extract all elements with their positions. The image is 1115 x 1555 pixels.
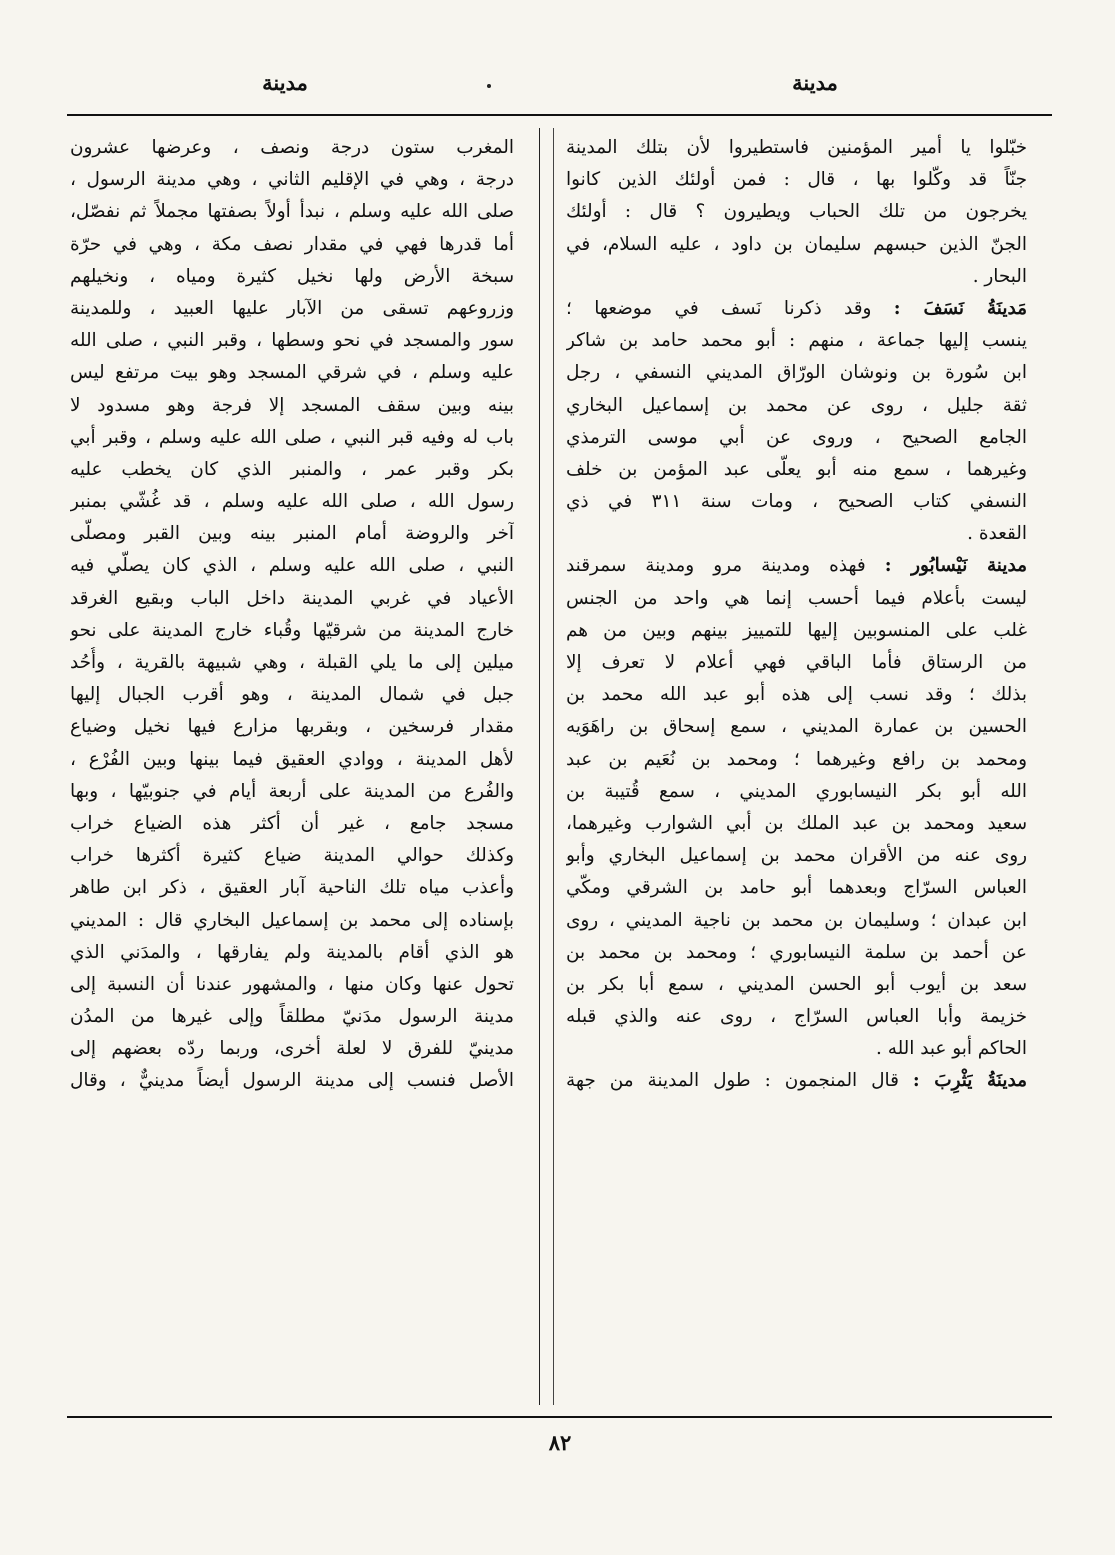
text-line: ابن سُورة بن ونوشان الورّاق المديني النسفي ، رجل	[566, 362, 1027, 384]
text-line: مدينيّ للفرق لا لعلة أخرى، وربما ردّه بعضهم إلى	[70, 1038, 514, 1060]
entry-text: وقد ذكرنا نَسف في موضعها ؛	[566, 297, 872, 319]
top-rule	[67, 114, 1052, 116]
text-line: عليه وسلم ، في شرقي المسجد وهو بيت مرتفع ليس	[70, 362, 514, 384]
text-line: الله أبو بكر النيسابوري المديني ، سمع قُتيبة بن	[566, 780, 1027, 802]
text-line: خبّلوا يا أمير المؤمنين فاستطيروا لأن بتلك المدينة	[566, 137, 1027, 158]
text-line: بذلك ؛ وقد نسب إلى هذه أبو عبد الله محمد بن	[566, 684, 1027, 706]
entry-text: قال المنجمون : طول المدينة من جهة	[566, 1070, 899, 1092]
entry-nasaf	[566, 293, 1027, 325]
text-line: هو الذي أقام بالمدينة ولم يفارقها ، والمدَني الذي	[70, 941, 514, 963]
page-number: ٨٢	[548, 1430, 572, 1455]
running-header-left: مدينة	[262, 70, 308, 95]
entry-heading: مدينَةُ يَثْرِبَ :	[912, 1070, 1027, 1092]
text-line: جنّاً قد وكّلوا بها ، قال : فمن أولئك الذين كانوا	[566, 169, 1027, 191]
text-line: عن أحمد بن سلمة النيسابوري ؛ ومحمد بن محمد بن	[566, 941, 1027, 963]
right-column	[566, 132, 1027, 1098]
text-line: سور والمسجد في نحو وسطها ، وقبر النبي ، صلى الله	[70, 330, 514, 352]
text-line: سبخة الأرض ولها نخيل كثيرة ومياه ، ونخيلهم	[70, 265, 514, 287]
text-line: وغيرهما ، سمع منه أبو يعلّى عبد المؤمن بن خلف	[566, 458, 1027, 480]
text-line: ثقة جليل ، روى عن محمد بن إسماعيل البخاري	[566, 394, 1027, 416]
text-line: يخرجون من تلك الحباب ويطيرون ؟ قال : أولئك	[566, 201, 1027, 223]
text-line: رسول الله ، صلى الله عليه وسلم ، قد غُشّي بمنبر	[70, 491, 514, 513]
text-line: النسفي كتاب الصحيح ، ومات سنة ٣١١ في ذي	[566, 491, 1027, 513]
text-line: أما قدرها فهي في مقدار نصف مكة ، وهي في حرّة	[70, 233, 514, 255]
text-line: ابن عبدان ؛ وسليمان بن محمد بن ناجية المديني ، روى	[566, 909, 1027, 931]
text-line: جبل في شمال المدينة ، وهو أقرب الجبال إليها	[70, 684, 514, 706]
text-line: ميلين إلى ما يلي القبلة ، وهي شبيهة بالقرية ، وأُحُد	[70, 652, 514, 673]
text-line: القعدة .	[967, 523, 1027, 545]
running-header-right: مدينة	[792, 70, 838, 95]
text-line: مسجد جامع ، غير أن أكثر هذه الضياع خراب	[70, 812, 514, 834]
text-line: وأعذب مياه تلك الناحية آبار العقيق ، ذكر ابن طاهر	[70, 877, 514, 899]
text-line: روى عنه من الأقران محمد بن إسماعيل البخاري وأبو	[566, 845, 1027, 867]
text-line: الجنّ الذين حبسهم سليمان بن داود ، عليه السلام، في	[566, 233, 1027, 255]
text-line: خزيمة وأبا العباس السرّاج ، روى عنه والذي قبله	[566, 1006, 1027, 1028]
text-line: البحار .	[972, 265, 1027, 287]
entry-heading: مدينة نَيْسابُور :	[884, 555, 1027, 577]
left-column	[70, 132, 514, 1098]
entry-naysabur	[566, 550, 1027, 582]
column-divider	[539, 128, 540, 1405]
text-line: الأصل فنسب إلى مدينة الرسول أيضاً مدينيٌّ ، وقال	[70, 1070, 514, 1092]
column-divider-inner	[553, 128, 554, 1405]
text-line: بكر وقبر عمر ، والمنبر الذي كان يخطب عليه	[70, 458, 514, 480]
bottom-rule	[67, 1416, 1052, 1418]
text-line: من الرستاق فأما الباقي فهي أعلام لا تعرف إلا	[566, 652, 1027, 673]
text-line: سعد بن أيوب أبو الحسن المديني ، سمع أبا بكر بن	[566, 973, 1027, 995]
text-line: خارج المدينة من شرقيّها وقُباء خارج المدينة على نحو	[70, 619, 514, 641]
entry-heading: مَدينَةُ نَسَفَ :	[893, 297, 1027, 319]
text-line: الجامع الصحيح ، وروى عن أبي موسى الترمذي	[566, 426, 1027, 448]
text-line: الأعياد في غربي المدينة داخل الباب وبقيع الغرقد	[70, 587, 514, 609]
text-line: بينه وبين سقف المسجد إلا فرجة وهو مسدود لا	[70, 394, 514, 416]
text-line: بإسناده إلى محمد بن إسماعيل البخاري قال : المديني	[70, 909, 514, 931]
text-line: غلب على المنسوبين إليها للتمييز بينهم وبين من هم	[566, 619, 1027, 641]
text-line: ينسب إليها جماعة ، منهم : أبو محمد حامد بن شاكر	[566, 330, 1027, 352]
text-line: ومحمد بن رافع وغيرهما ؛ ومحمد بن نُعَيم بن عبد	[566, 748, 1027, 770]
text-line: سعيد ومحمد بن عبد الملك بن أبي الشوارب وغيرهما،	[566, 812, 1027, 834]
text-line: المغرب ستون درجة ونصف ، وعرضها عشرون	[70, 137, 514, 158]
text-line: الحسين بن عمارة المديني ، سمع إسحاق بن راهَوَيه	[566, 716, 1027, 738]
text-line: والفُرع من المدينة على أربعة أيام في جنوبيّها ، وبها	[70, 780, 514, 802]
entry-yathrib	[566, 1065, 1027, 1097]
text-line: آخر والروضة أمام المنبر بينه وبين القبر ومصلّى	[70, 523, 514, 545]
text-line: العباس السرّاج وبعدهما أبو حامد بن الشرقي ومكّي	[566, 877, 1027, 899]
text-line: النبي ، صلى الله عليه وسلم ، الذي كان يصلّي فيه	[70, 555, 514, 577]
text-line: وزروعهم تسقى من الآبار عليها العبيد ، وللمدينة	[70, 297, 514, 319]
text-line: وكذلك حوالي المدينة ضياع كثيرة أكثرها خراب	[70, 845, 514, 867]
text-line: باب له وفيه قبر النبي ، صلى الله عليه وسلم ، وقبر أبي	[70, 426, 514, 448]
text-line: درجة ، وهي في الإقليم الثاني ، وهي مدينة الرسول ،	[70, 169, 514, 191]
text-line: صلى الله عليه وسلم ، نبدأ أولاً بصفتها مجملاً ثم نفصّل،	[70, 201, 514, 223]
text-line: الحاكم أبو عبد الله .	[876, 1038, 1027, 1060]
entry-text: فهذه ومدينة مرو ومدينة سمرقند	[566, 555, 866, 577]
text-line: مدينة الرسول مدَنيّ مطلقاً وإلى غيرها من المدُن	[70, 1006, 514, 1028]
text-line: مقدار فرسخين ، وبقربها مزارع فيها نخيل وضياع	[70, 716, 514, 738]
text-line: ليست بأعلام فيما أحسب إنما هي واحد من الجنس	[566, 587, 1027, 609]
text-line: لأهل المدينة ، ووادي العقيق فيما بينها وبين الفُرْع ،	[70, 748, 514, 770]
header-dot	[487, 84, 491, 88]
text-line: تحول عنها وكان منها ، والمشهور عندنا أن النسبة إلى	[70, 973, 514, 995]
